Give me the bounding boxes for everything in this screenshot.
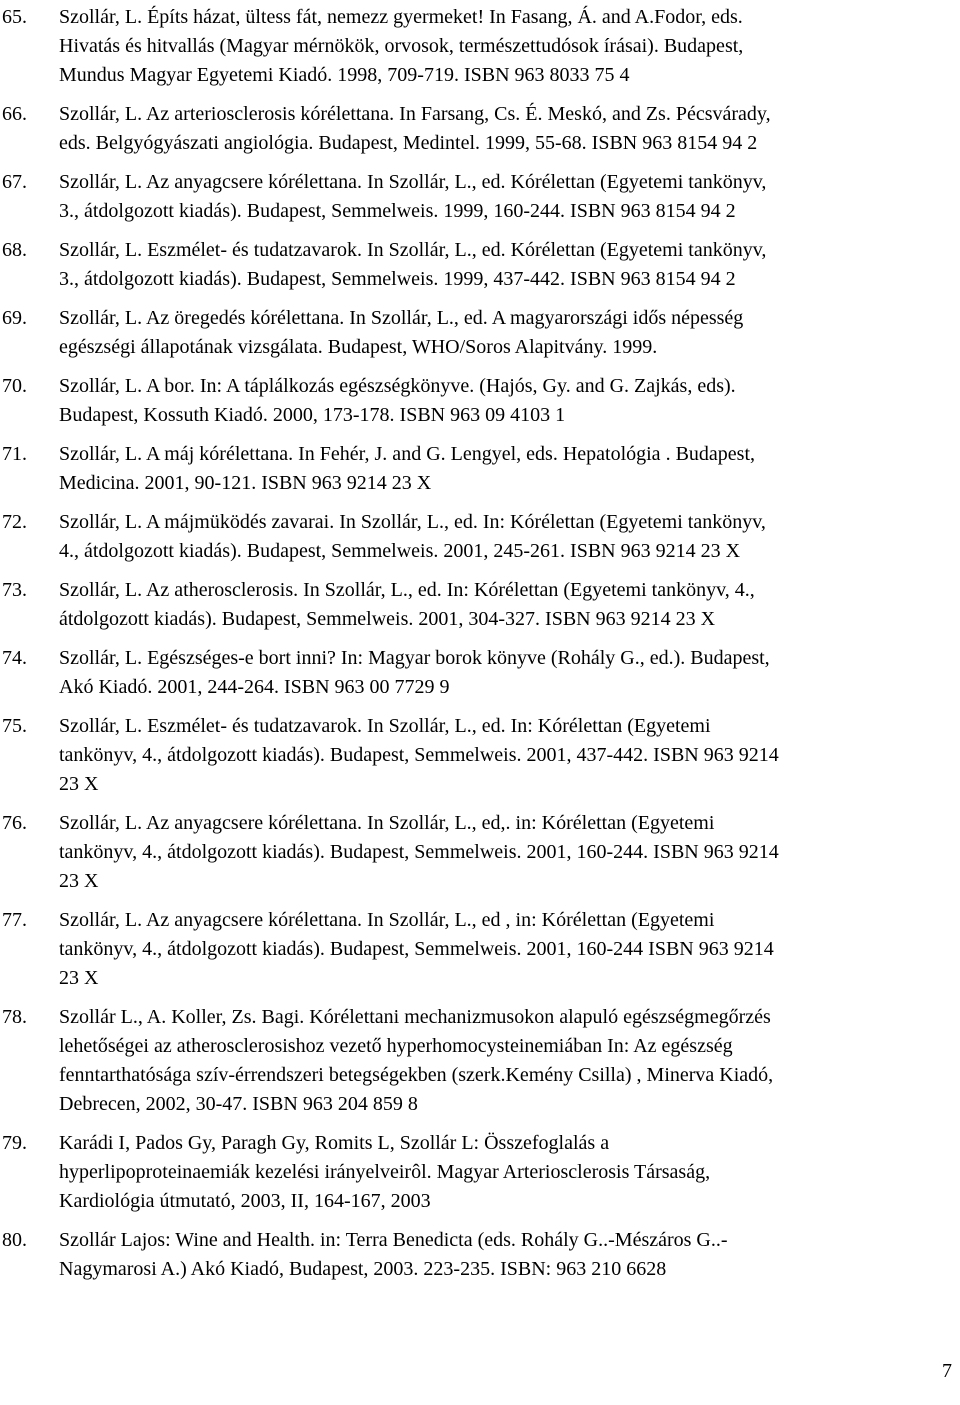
reference-item <box>2 1003 947 1119</box>
reference-number: 74. <box>2 647 27 669</box>
reference-number: 70. <box>2 375 27 397</box>
reference-number: 69. <box>2 307 27 329</box>
reference-number: 75. <box>2 715 27 737</box>
reference-item <box>2 440 947 498</box>
reference-item <box>2 3 947 90</box>
reference-number: 67. <box>2 171 27 193</box>
reference-item <box>2 168 947 226</box>
reference-item <box>2 508 947 566</box>
reference-number: 80. <box>2 1229 27 1251</box>
reference-number: 77. <box>2 909 27 931</box>
reference-text: Szollár, L. A máj kórélettana. In Fehér, J. and G. Lengyel, eds. Hepatológia . Budapest, Medicina. 2001, 90-121. ISBN 963 9214 23 X <box>59 443 755 494</box>
reference-list <box>2 3 947 1294</box>
reference-number: 68. <box>2 239 27 261</box>
reference-text: Szollár Lajos: Wine and Health. in: Terra Benedicta (eds. Rohály G..-Mészáros G..- Nagymarosi A.) Akó Kiadó, Budapest, 2003. 223-235. ISBN: 963 210 6628 <box>59 1229 728 1280</box>
reference-item <box>2 1226 947 1284</box>
reference-text: Szollár, L. Az anyagcsere kórélettana. In Szollár, L., ed. Kórélettan (Egyetemi tankönyv, 3., átdolgozott kiadás). Budapest, Semmelweis. 1999, 160-244. ISBN 963 8154 94 2 <box>59 171 767 222</box>
reference-text: Szollár, L. Az öregedés kórélettana. In Szollár, L., ed. A magyarországi idős népesség egészségi állapotának vizsgálata. Budapest, WHO/Soros Alapitvány. 1999. <box>59 307 744 358</box>
reference-item <box>2 712 947 799</box>
reference-number: 79. <box>2 1132 27 1154</box>
reference-number: 73. <box>2 579 27 601</box>
reference-item <box>2 304 947 362</box>
reference-item <box>2 236 947 294</box>
reference-text: Szollár L., A. Koller, Zs. Bagi. Kórélettani mechanizmusokon alapuló egészségmegőrzés lehetőségei az atherosclerosishoz vezető hyperhomocysteinemiában In: Az egészség fenntarthatósága szív-érrendszeri betegségekben (szerk.Kemény Csilla) , Minerva Kiadó, Debrecen, 2002, 30-47. ISBN 963 204 859 8 <box>59 1006 774 1115</box>
reference-item <box>2 576 947 634</box>
reference-text: Szollár, L. Az arteriosclerosis kórélettana. In Farsang, Cs. É. Meskó, and Zs. Pécsvárady, eds. Belgyógyászati angiológia. Budapest, Medintel. 1999, 55-68. ISBN 963 8154 94 2 <box>59 103 771 154</box>
reference-number: 65. <box>2 6 27 28</box>
reference-text: Szollár, L. Eszmélet- és tudatzavarok. In Szollár, L., ed. In: Kórélettan (Egyetemi tankönyv, 4., átdolgozott kiadás). Budapest, Semmelweis. 2001, 437-442. ISBN 963 9214 23 X <box>59 715 779 795</box>
reference-item <box>2 100 947 158</box>
reference-item <box>2 644 947 702</box>
reference-text: Szollár, L. Az atherosclerosis. In Szollár, L., ed. In: Kórélettan (Egyetemi tankönyv, 4., átdolgozott kiadás). Budapest, Semmelweis. 2001, 304-327. ISBN 963 9214 23 X <box>59 579 755 630</box>
reference-text: Szollár, L. Építs házat, ültess fát, nemezz gyermeket! In Fasang, Á. and A.Fodor, eds. Hivatás és hitvallás (Magyar mérnökök, orvosok, természettudósok írásai). Budapest, Mundus Magyar Egyetemi Kiadó. 1998, 709-719. ISBN 963 8033 75 4 <box>59 6 744 86</box>
reference-text: Szollár, L. Az anyagcsere kórélettana. In Szollár, L., ed,. in: Kórélettan (Egyetemi tankönyv, 4., átdolgozott kiadás). Budapest, Semmelweis. 2001, 160-244. ISBN 963 9214 23 X <box>59 812 779 892</box>
reference-number: 71. <box>2 443 27 465</box>
reference-number: 78. <box>2 1006 27 1028</box>
reference-text: Szollár, L. A bor. In: A táplálkozás egészségkönyve. (Hajós, Gy. and G. Zajkás, eds). Budapest, Kossuth Kiadó. 2000, 173-178. ISBN 963 09 4103 1 <box>59 375 736 426</box>
reference-text: Szollár, L. Eszmélet- és tudatzavarok. In Szollár, L., ed. Kórélettan (Egyetemi tankönyv, 3., átdolgozott kiadás). Budapest, Semmelweis. 1999, 437-442. ISBN 963 8154 94 2 <box>59 239 767 290</box>
reference-number: 72. <box>2 511 27 533</box>
reference-text: Karádi I, Pados Gy, Paragh Gy, Romits L, Szollár L: Összefoglalás a hyperlipoproteinaemiák kezelési irányelveirôl. Magyar Arteriosclerosis Társaság, Kardiológia útmutató, 2003, II, 164-167, 2003 <box>59 1132 711 1212</box>
reference-item <box>2 906 947 993</box>
reference-item <box>2 809 947 896</box>
reference-text: Szollár, L. Egészséges-e bort inni? In: Magyar borok könyve (Rohály G., ed.). Budapest, Akó Kiadó. 2001, 244-264. ISBN 963 00 7729 9 <box>59 647 770 698</box>
reference-text: Szollár, L. A májmüködés zavarai. In Szollár, L., ed. In: Kórélettan (Egyetemi tankönyv, 4., átdolgozott kiadás). Budapest, Semmelweis. 2001, 245-261. ISBN 963 9214 23 X <box>59 511 766 562</box>
reference-number: 66. <box>2 103 27 125</box>
reference-item <box>2 372 947 430</box>
reference-item <box>2 1129 947 1216</box>
reference-text: Szollár, L. Az anyagcsere kórélettana. In Szollár, L., ed , in: Kórélettan (Egyetemi tankönyv, 4., átdolgozott kiadás). Budapest, Semmelweis. 2001, 160-244 ISBN 963 9214 23 X <box>59 909 774 989</box>
reference-number: 76. <box>2 812 27 834</box>
page-number: 7 <box>942 1360 952 1382</box>
